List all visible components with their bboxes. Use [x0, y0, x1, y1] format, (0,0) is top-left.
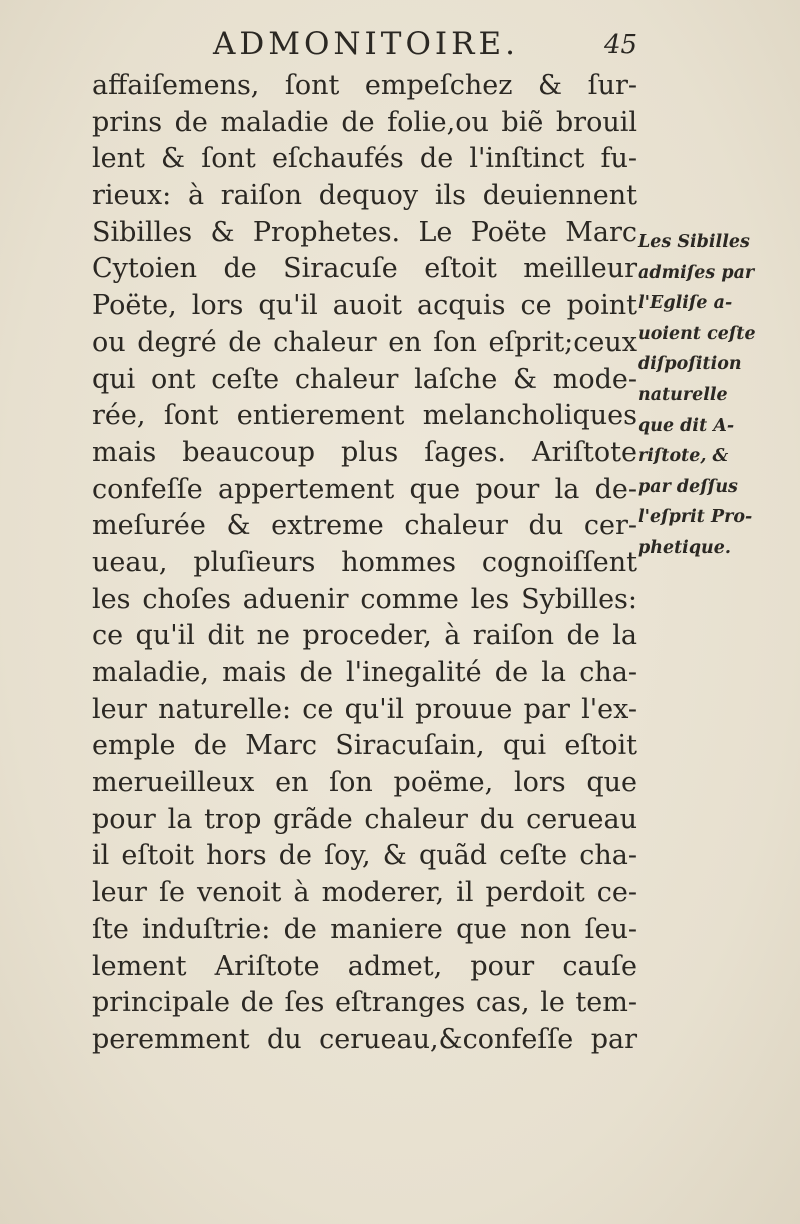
text-line: pour la trop grãde chaleur du cerueau [92, 803, 637, 835]
text-line: ou degré de chaleur en ſon eſprit;ceux [92, 326, 637, 358]
margin-note-line: par deſſus [638, 476, 738, 497]
text-line: les choſes aduenir comme les Sybilles: [92, 583, 637, 615]
text-line: confeſſe appertement que pour la de- [92, 473, 637, 505]
text-line: merueilleux en ſon poëme, lors que [92, 767, 637, 799]
text-line: il eſtoit hors de ſoy, & quãd ceſte cha- [92, 840, 637, 872]
margin-note-line: Les Sibilles [638, 232, 750, 252]
margin-note-line: l'Egliſe a- [638, 293, 733, 314]
text-line: lement Ariſtote admet, pour cauſe [92, 950, 637, 982]
text-line: rieux: à raiſon dequoy ils deuiennent [92, 180, 637, 212]
margin-note-line: riſtote, & [638, 446, 729, 467]
margin-note-line: que dit A- [638, 415, 735, 436]
text-line: meſurée & extreme chaleur du cer- [92, 510, 637, 542]
text-line: affaiſemens, ſont empeſchez & ſur- [92, 70, 637, 101]
text-line: qui ont ceſte chaleur laſche & mode- [92, 363, 637, 395]
text-line: principale de ſes eſtranges cas, le tem- [92, 987, 637, 1019]
text-line: ce qu'il dit ne proceder, à raiſon de la [92, 620, 637, 652]
marginal-note [638, 227, 766, 564]
margin-note-line: l'eſprit Pro- [638, 507, 753, 528]
text-line: leur naturelle: ce qu'il prouue par l'ex- [92, 693, 637, 725]
margin-note-line: admiſes par [638, 262, 755, 283]
margin-note-line: uoient ceſte [638, 323, 756, 344]
text-line: peremment du cerueau,&confeſſe par [92, 1023, 637, 1055]
margin-note-line: diſpoſition [638, 354, 742, 375]
running-title: ADMONITOIRE. [213, 26, 519, 62]
text-line: ſte induſtrie: de maniere que non ſeu- [92, 913, 637, 945]
text-line: lent & ſont eſchaufés de l'inſtinct fu- [92, 143, 637, 175]
text-line: rée, ſont entierement melancholiques [92, 400, 637, 432]
margin-note-line: naturelle [638, 384, 728, 405]
text-line: Cytoien de Siracuſe eſtoit meilleur [92, 253, 637, 285]
margin-note-line: phetique. [638, 537, 732, 558]
page-number: 45 [604, 30, 638, 60]
text-line: Poëte, lors qu'il auoit acquis ce point [92, 290, 637, 322]
text-line: ueau, pluſieurs hommes cognoiſſent [92, 546, 637, 578]
text-line: maladie, mais de l'inegalité de la cha- [92, 657, 637, 688]
text-line: leur ſe venoit à moderer, il perdoit ce- [92, 877, 637, 909]
text-line: emple de Marc Siracuſain, qui eſtoit [92, 730, 637, 762]
main-text-block [92, 68, 637, 1059]
text-line: mais beaucoup plus ſages. Ariſtote [92, 436, 637, 468]
text-line: Sibilles & Prophetes. Le Poëte Marc [92, 216, 637, 248]
text-line: prins de maladie de folie,ou biẽ brouil [92, 106, 637, 138]
